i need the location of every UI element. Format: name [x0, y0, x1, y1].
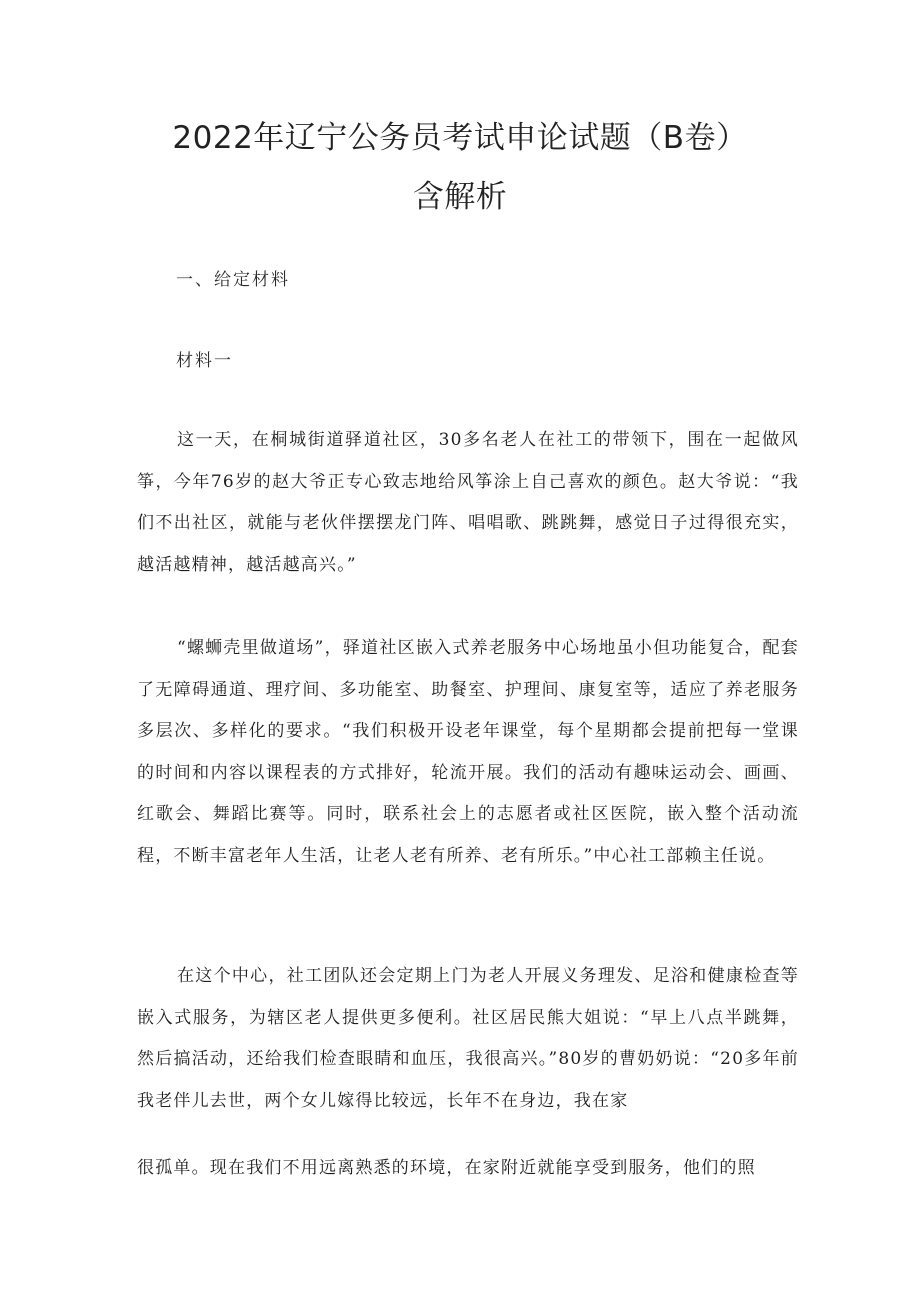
paragraph: “螺蛳壳里做道场”，驿道社区嵌入式养老服务中心场地虽小但功能复合，配套了无障碍通道、理疗间、多功能室、助餐室、护理间、康复室等，适应了养老服务多层次、多样化的要求。“我们积极开设老年课堂，每个星期都会提前把每一堂课的时间和内容以课程表的方式排好，轮流开展。我们的活动有趣味运动会、画画、红歌会、舞蹈比赛等。同时，联系社会上的志愿者或社区医院，嵌入整个活动流程，不断丰富老年人生活，让老人老有所养、老有所乐。”中心社工部赖主任说。 — [137, 638, 799, 866]
document-title: 2022年辽宁公务员考试申论试题（B卷） — [172, 120, 748, 156]
material-heading: 材料一 — [176, 351, 233, 371]
paragraph-continuation: 很孤单。现在我们不用远离熟悉的环境，在家附近就能享受到服务，他们的照 — [137, 1158, 756, 1178]
paragraph: 在这个中心，社工团队还会定期上门为老人开展义务理发、足浴和健康检查等嵌入式服务，为辖区老人提供更多便利。社区居民熊大姐说：“早上八点半跳舞，然后搞活动，还给我们检查眼睛和血压，我很高兴。”80岁的曹奶奶说：“20多年前我老伴儿去世，两个女儿嫁得比较远，长年不在身边，我在家 — [137, 966, 799, 1111]
paragraph: 这一天，在桐城街道驿道社区，30多名老人在社工的带领下，围在一起做风筝，今年76岁的赵大爷正专心致志地给风筝涂上自己喜欢的颜色。赵大爷说：“我们不出社区，就能与老伙伴摆摆龙门阵、唱唱歌、跳跳舞，感觉日子过得很充实，越活越精神，越活越高兴。” — [137, 430, 799, 575]
section-heading: 一、给定材料 — [176, 270, 290, 290]
document-title-subtitle: 含解析 — [412, 179, 508, 215]
